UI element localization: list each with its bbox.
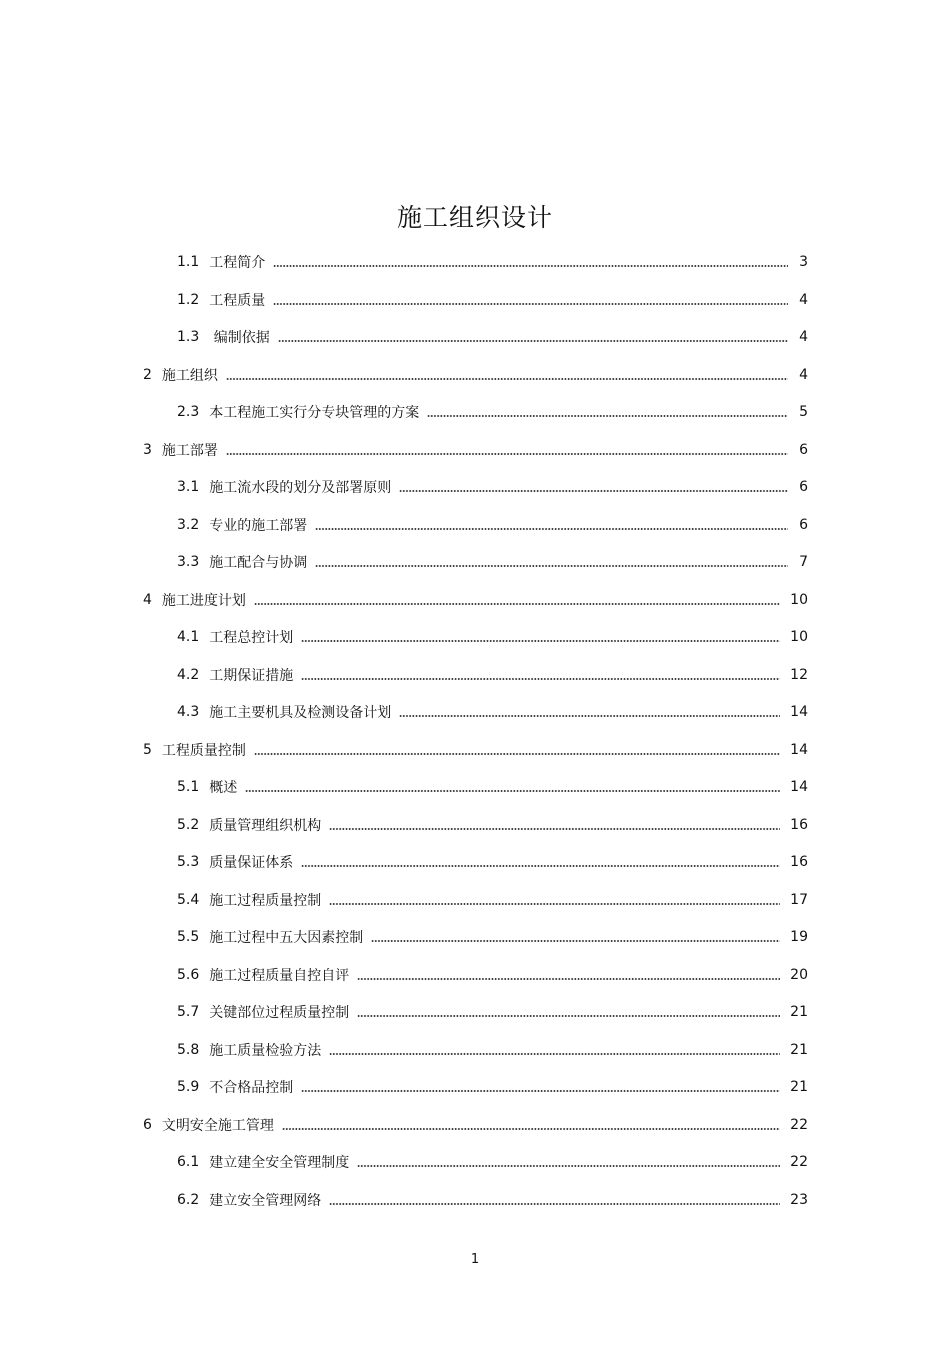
toc-entry[interactable]: [177, 401, 808, 423]
toc-dot-leader: [357, 1165, 780, 1167]
toc-entry-page: 23: [790, 1191, 808, 1208]
toc-entry-title: 工程总控计划: [209, 630, 294, 646]
toc-dot-leader: [301, 678, 780, 680]
toc-entry-number: 6: [143, 1116, 152, 1133]
toc-entry-title: 专业的施工部署: [209, 517, 308, 534]
toc-entry[interactable]: [177, 326, 808, 348]
toc-dot-leader: [301, 865, 780, 867]
toc-dot-leader: [226, 453, 788, 455]
toc-entry-title: 施工过程中五大因素控制: [209, 930, 364, 946]
toc-entry[interactable]: [177, 1189, 808, 1211]
toc-dot-leader: [399, 490, 788, 492]
toc-entry[interactable]: [177, 514, 808, 536]
toc-entry-number: 6.1: [177, 1154, 200, 1170]
toc-entry-title: 工程质量控制: [161, 742, 246, 759]
toc-entry-number: 4.3: [177, 704, 200, 720]
toc-entry-number: 5.7: [177, 1004, 200, 1020]
toc-dot-leader: [329, 1053, 780, 1055]
toc-entry-page: 19: [790, 929, 808, 945]
toc-entry[interactable]: [177, 814, 808, 836]
toc-entry-title: 质量保证体系: [209, 855, 294, 871]
toc-entry-number: 5: [143, 741, 152, 758]
toc-entry[interactable]: [177, 476, 808, 498]
document-title: 施工组织设计: [396, 203, 553, 232]
toc-entry-page: 22: [790, 1154, 808, 1170]
toc-entry-number: 2.3: [177, 404, 200, 420]
toc-entry[interactable]: [177, 964, 808, 986]
toc-entry-title: 文明安全施工管理: [161, 1117, 274, 1134]
toc-entry-page: 6: [799, 441, 808, 458]
toc-dot-leader: [357, 978, 780, 980]
toc-entry[interactable]: [143, 739, 808, 761]
toc-entry-title: 施工组织: [161, 367, 218, 384]
toc-dot-leader: [329, 828, 780, 830]
toc-entry-page: 21: [790, 1004, 808, 1020]
toc-entry-number: 5.1: [177, 779, 200, 795]
toc-dot-leader: [329, 903, 780, 905]
toc-entry-number: 4.2: [177, 666, 200, 683]
toc-entry-page: 17: [790, 891, 808, 908]
toc-entry-number: 5.4: [177, 891, 200, 908]
toc-entry-number: 3.2: [177, 516, 200, 533]
toc-entry-number: 3.1: [177, 479, 200, 495]
toc-entry-number: 5.2: [177, 816, 200, 833]
toc-entry[interactable]: [177, 1151, 808, 1173]
toc-entry[interactable]: [177, 851, 808, 873]
toc-entry-number: 3: [143, 441, 152, 458]
toc-entry-title: 施工配合与协调: [209, 555, 308, 571]
toc-dot-leader: [357, 1015, 780, 1017]
toc-entry[interactable]: [143, 364, 808, 386]
toc-dot-leader: [371, 940, 780, 942]
toc-entry-title: 施工部署: [161, 442, 218, 459]
toc-entry-number: 6.2: [177, 1191, 200, 1208]
toc-entry[interactable]: [143, 1114, 808, 1136]
toc-entry-number: 4: [143, 591, 152, 608]
toc-entry[interactable]: [143, 439, 808, 461]
toc-entry-page: 21: [790, 1079, 808, 1095]
toc-entry-title: 施工过程质量控制: [209, 892, 322, 909]
toc-entry[interactable]: [143, 589, 808, 611]
toc-dot-leader: [282, 1128, 780, 1130]
toc-entry-title: 建立安全管理网络: [209, 1192, 322, 1209]
toc-entry-page: 4: [799, 366, 808, 383]
toc-entry[interactable]: [177, 889, 808, 911]
toc-entry[interactable]: [177, 926, 808, 948]
toc-dot-leader: [278, 340, 788, 342]
toc-dot-leader: [245, 790, 780, 792]
toc-dot-leader: [273, 303, 788, 305]
toc-dot-leader: [301, 640, 780, 642]
toc-dot-leader: [315, 565, 788, 567]
toc-entry-number: 1.1: [177, 254, 200, 270]
toc-entry-title: 关键部位过程质量控制: [209, 1005, 350, 1021]
toc-entry[interactable]: [177, 664, 808, 686]
toc-entry[interactable]: [177, 626, 808, 648]
toc-entry-number: 4.1: [177, 629, 200, 645]
toc-entry-title: 概述: [209, 780, 238, 796]
toc-entry[interactable]: [177, 776, 808, 798]
toc-entry-number: 5.5: [177, 929, 200, 945]
toc-entry-number: 5.9: [177, 1079, 200, 1095]
toc-entry-title: 不合格品控制: [209, 1080, 294, 1096]
toc-entry-number: 5.6: [177, 966, 200, 983]
toc-entry-number: 5.8: [177, 1041, 200, 1058]
toc-entry-title: 建立建全安全管理制度: [209, 1155, 350, 1171]
toc-entry-page: 20: [790, 966, 808, 983]
toc-entry-title: 编制依据: [209, 330, 270, 346]
toc-entry-page: 6: [799, 516, 808, 533]
toc-entry-title: 施工进度计划: [161, 592, 246, 609]
toc-entry-title: 本工程施工实行分专块管理的方案: [209, 405, 420, 421]
toc-entry[interactable]: [177, 551, 808, 573]
toc-dot-leader: [226, 378, 788, 380]
toc-entry[interactable]: [177, 251, 808, 273]
toc-entry-page: 3: [799, 254, 808, 270]
toc-entry-page: 12: [790, 666, 808, 683]
toc-dot-leader: [315, 528, 788, 530]
page-number: 1: [470, 1252, 480, 1267]
toc-entry-title: 工程简介: [209, 255, 266, 271]
toc-dot-leader: [254, 753, 780, 755]
toc-entry-page: 5: [799, 404, 808, 420]
toc-entry-page: 4: [799, 329, 808, 345]
toc-dot-leader: [273, 265, 788, 267]
toc-entry-title: 施工质量检验方法: [209, 1042, 322, 1059]
toc-entry-title: 施工过程质量自控自评: [209, 967, 350, 984]
toc-dot-leader: [427, 415, 788, 417]
toc-entry-page: 10: [790, 629, 808, 645]
toc-entry-title: 施工流水段的划分及部署原则: [209, 480, 392, 496]
toc-entry-page: 14: [790, 704, 808, 720]
toc-entry-title: 质量管理组织机构: [209, 817, 322, 834]
toc-entry-page: 16: [790, 816, 808, 833]
toc-entry-page: 21: [790, 1041, 808, 1058]
toc-entry-title: 工期保证措施: [209, 667, 294, 684]
toc-entry-number: 5.3: [177, 854, 200, 870]
toc-entry[interactable]: [177, 701, 808, 723]
toc-entry-page: 4: [799, 291, 808, 308]
toc-entry-number: 2: [143, 366, 152, 383]
toc-dot-leader: [254, 603, 780, 605]
toc-entry-number: 1.3: [177, 329, 200, 345]
toc-entry[interactable]: [177, 289, 808, 311]
toc-entry[interactable]: [177, 1039, 808, 1061]
toc-entry-page: 6: [799, 479, 808, 495]
toc-dot-leader: [399, 715, 780, 717]
toc-entry-number: 3.3: [177, 554, 200, 570]
toc-entry[interactable]: [177, 1076, 808, 1098]
toc-entry-page: 22: [790, 1116, 808, 1133]
toc-entry-page: 10: [790, 591, 808, 608]
toc-dot-leader: [301, 1090, 780, 1092]
toc-entry-page: 14: [790, 741, 808, 758]
toc-dot-leader: [329, 1203, 780, 1205]
toc-entry-title: 施工主要机具及检测设备计划: [209, 705, 392, 721]
toc-entry-page: 16: [790, 854, 808, 870]
toc-entry[interactable]: [177, 1001, 808, 1023]
toc-entry-number: 1.2: [177, 291, 200, 308]
toc-entry-title: 工程质量: [209, 292, 266, 309]
toc-entry-page: 7: [799, 554, 808, 570]
toc-entry-page: 14: [790, 779, 808, 795]
